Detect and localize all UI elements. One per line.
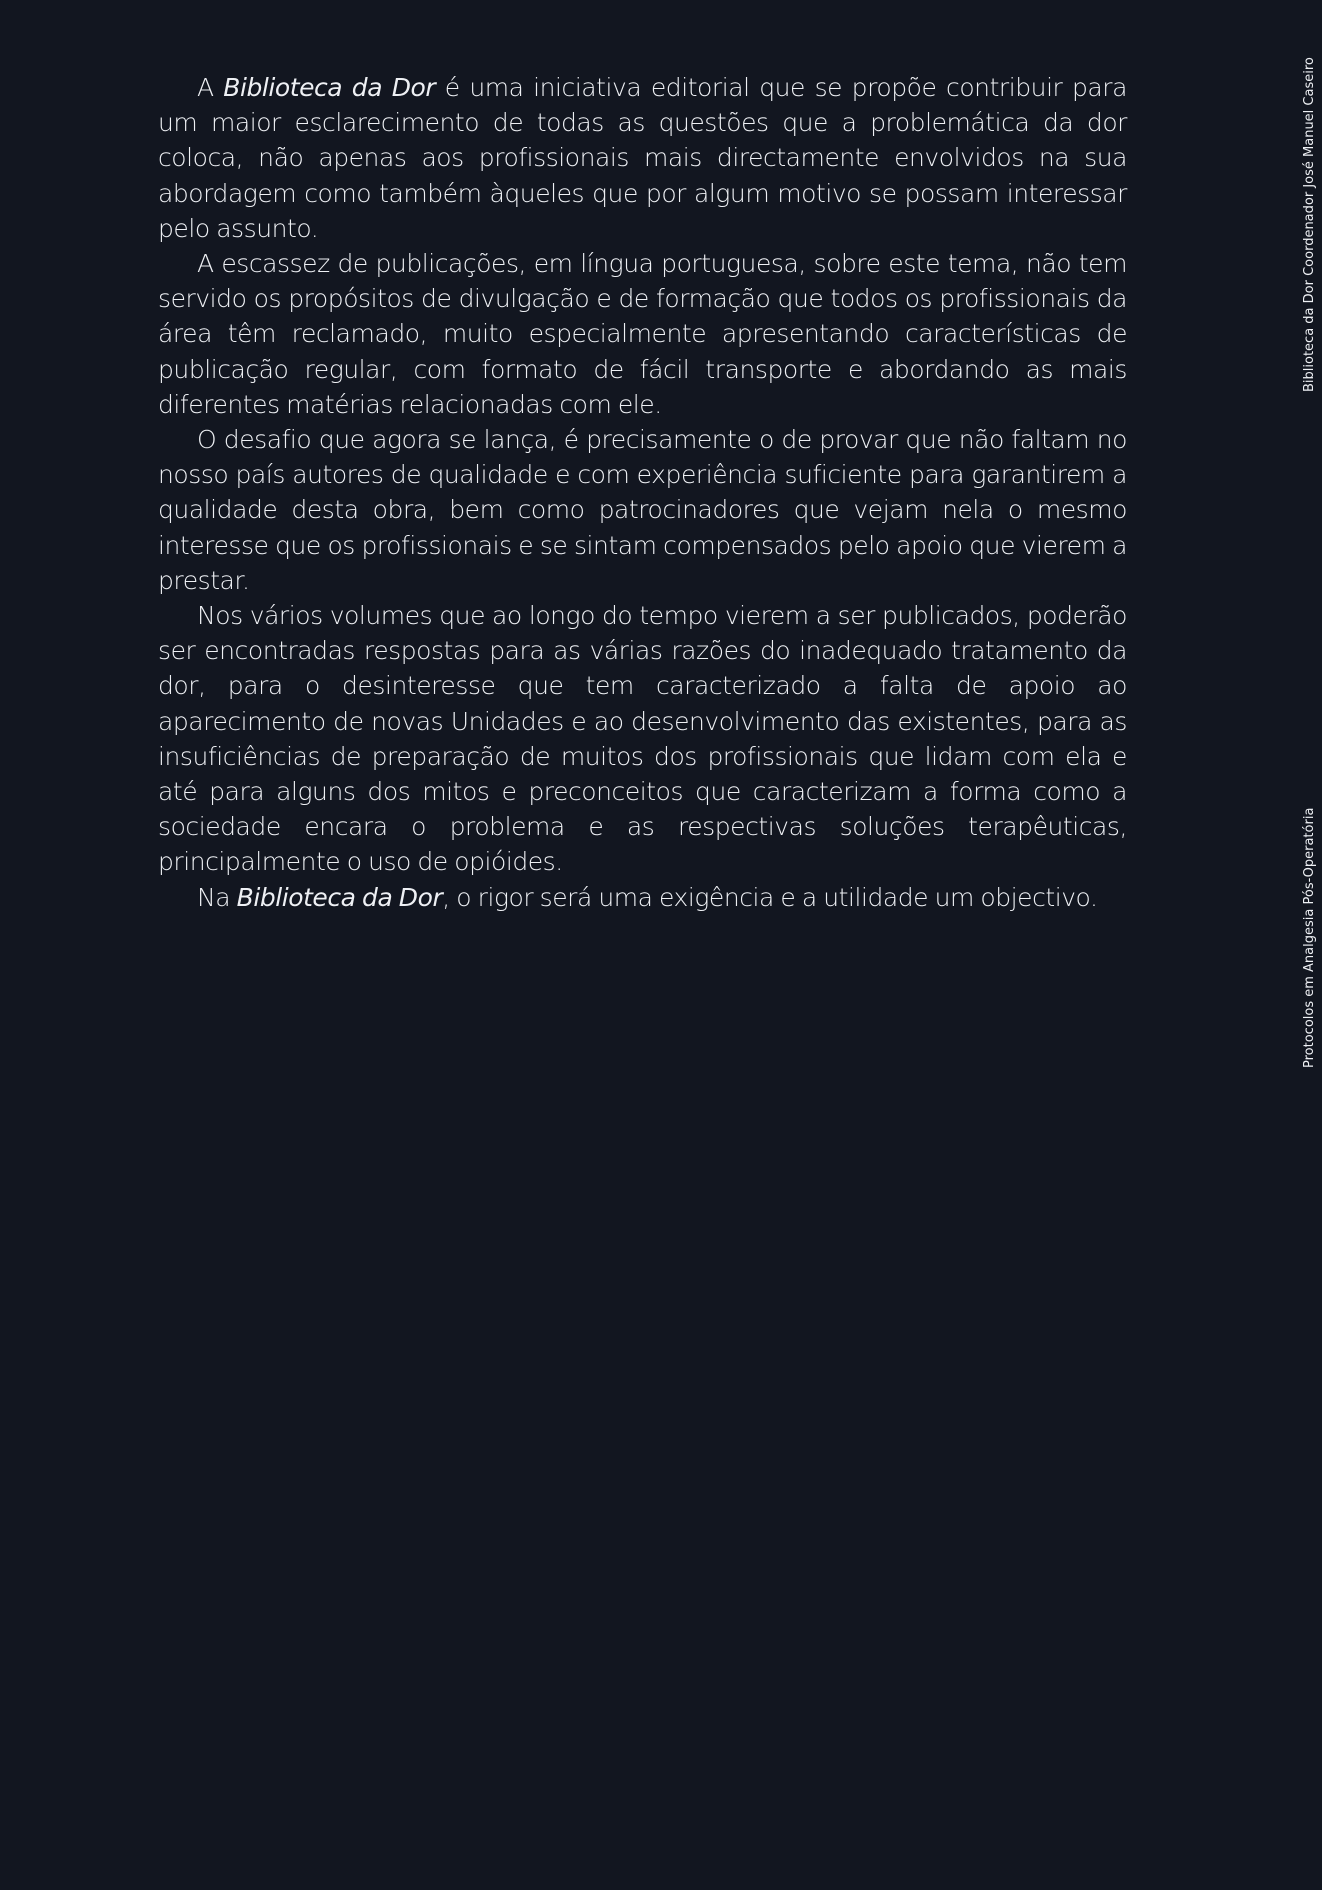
paragraph-closing — [158, 880, 1127, 915]
spine-subtitle: Protocolos em Analgesia Pós-Operatória — [1302, 807, 1317, 1068]
series-name-emphasis-closing: Biblioteca da Dor — [236, 882, 443, 912]
closing-prefix: Na — [197, 882, 237, 912]
intro-body: é uma iniciativa editorial que se propõe contribuir para um maior esclarecimento de todas as questões que a problemática da dor coloca, não apenas aos profissionais mais directamente envolvidos na sua abordagem como também àqueles que por algum motivo se possam interessar pelo assunto. — [158, 73, 1127, 243]
paragraph-volumes: Nos vários volumes que ao longo do tempo vierem a ser publicados, poderão ser encontradas respostas para as várias razões do inadequado tratamento da dor, para o desinteresse que tem caracterizado a falta de apoio ao aparecimento de novas Unidades e ao desenvolvimento das existentes, para as insuficiências de preparação de muitos dos profissionais que lidam com ela e até para alguns dos mitos e preconceitos que caracterizam a forma como a sociedade encara o problema e as respectivas soluções terapêuticas, principalmente o uso de opióides. — [158, 601, 1127, 877]
intro-prefix: A — [197, 73, 224, 102]
paragraph-scarcity: A escassez de publicações, em língua portuguesa, sobre este tema, não tem servido os propósitos de divulgação e de formação que todos os profissionais da área têm reclamado, muito especialmente apresentando características de publicação regular, com formato de fácil transporte e abordando as mais diferentes matérias relacionadas com ele. — [158, 249, 1127, 419]
closing-body: , o rigor será uma exigência e a utilidade um objectivo. — [442, 882, 1098, 912]
paragraph-intro — [158, 70, 1127, 246]
paragraph-challenge: O desafio que agora se lança, é precisamente o de provar que não faltam no nosso país autores de qualidade e com experiência suficiente para garantirem a qualidade desta obra, bem como patrocinadores que vejam nela o mesmo interesse que os profissionais e se sintam compensados pelo apoio que vierem a prestar. — [158, 425, 1127, 595]
spine-title: Biblioteca da Dor Coordenador José Manuel Caseiro — [1302, 57, 1317, 392]
series-name-emphasis: Biblioteca da Dor — [223, 73, 436, 102]
spine-edge — [1302, 0, 1322, 1070]
cover-description — [158, 70, 1127, 915]
